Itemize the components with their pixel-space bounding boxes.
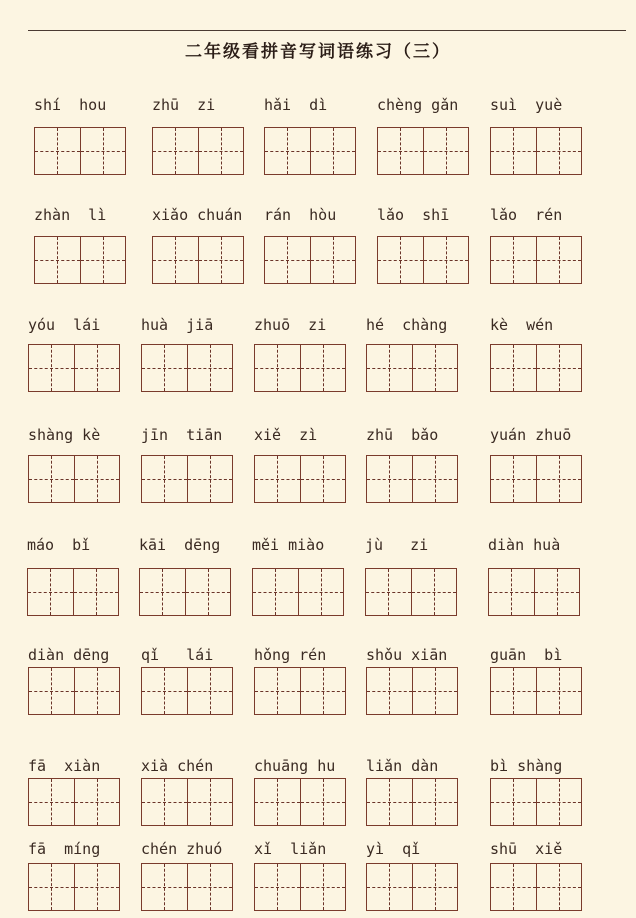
- pinyin-label: yóu lái: [28, 316, 101, 334]
- tianzige-cell: [142, 345, 188, 391]
- writing-grid: [490, 344, 582, 392]
- word-item: [490, 838, 582, 860]
- pinyin-label: hǎi dì: [264, 96, 328, 114]
- writing-grid: [141, 863, 233, 911]
- tianzige-cell: [367, 864, 413, 910]
- writing-grid: [490, 863, 582, 911]
- tianzige-cell: [367, 456, 413, 502]
- pinyin-label: suì yuè: [490, 96, 563, 114]
- tianzige-cell: [537, 668, 582, 714]
- writing-grid: [264, 127, 356, 175]
- tianzige-cell: [75, 779, 120, 825]
- pinyin-label: zhàn lì: [34, 206, 107, 224]
- pinyin-label: shàng kè: [28, 426, 101, 444]
- writing-grid: [490, 667, 582, 715]
- word-item: [254, 644, 346, 666]
- tianzige-cell: [311, 237, 356, 283]
- tianzige-cell: [413, 779, 458, 825]
- word-item: [254, 755, 346, 777]
- tianzige-cell: [140, 569, 186, 615]
- writing-grid: [28, 455, 120, 503]
- tianzige-cell: [413, 456, 458, 502]
- tianzige-cell: [367, 345, 413, 391]
- tianzige-cell: [491, 128, 537, 174]
- word-item: [264, 94, 356, 116]
- tianzige-cell: [75, 864, 120, 910]
- writing-grid: [366, 778, 458, 826]
- pinyin-label: qǐ lái: [141, 646, 214, 664]
- tianzige-cell: [301, 456, 346, 502]
- pinyin-label: hé chàng: [366, 316, 448, 334]
- word-item: [141, 424, 233, 446]
- tianzige-cell: [537, 345, 582, 391]
- tianzige-cell: [255, 456, 301, 502]
- tianzige-cell: [413, 345, 458, 391]
- tianzige-cell: [255, 668, 301, 714]
- tianzige-cell: [378, 128, 424, 174]
- tianzige-cell: [188, 668, 233, 714]
- tianzige-cell: [491, 456, 537, 502]
- word-item: [141, 838, 233, 860]
- tianzige-cell: [367, 668, 413, 714]
- writing-grid: [490, 455, 582, 503]
- pinyin-label: shí hou: [34, 96, 107, 114]
- tianzige-cell: [253, 569, 299, 615]
- tianzige-cell: [153, 128, 199, 174]
- tianzige-cell: [29, 668, 75, 714]
- word-item: [141, 755, 233, 777]
- pinyin-label: měi miào: [252, 536, 325, 554]
- word-item: [490, 755, 582, 777]
- tianzige-cell: [424, 237, 469, 283]
- tianzige-cell: [491, 668, 537, 714]
- tianzige-cell: [29, 779, 75, 825]
- tianzige-cell: [491, 345, 537, 391]
- tianzige-cell: [491, 779, 537, 825]
- tianzige-cell: [81, 237, 126, 283]
- pinyin-label: guān bì: [490, 646, 563, 664]
- pinyin-label: xǐ liǎn: [254, 840, 327, 858]
- pinyin-label: zhū bǎo: [366, 426, 439, 444]
- writing-grid: [490, 236, 582, 284]
- writing-grid: [28, 778, 120, 826]
- writing-grid: [34, 236, 126, 284]
- pinyin-label: shǒu xiān: [366, 646, 448, 664]
- pinyin-label: lǎo shī: [377, 206, 450, 224]
- pinyin-label: kāi dēng: [139, 536, 221, 554]
- word-item: [366, 838, 458, 860]
- tianzige-cell: [142, 864, 188, 910]
- tianzige-cell: [265, 128, 311, 174]
- tianzige-cell: [188, 779, 233, 825]
- tianzige-cell: [75, 345, 120, 391]
- tianzige-cell: [255, 779, 301, 825]
- writing-grid: [366, 667, 458, 715]
- writing-grid: [366, 863, 458, 911]
- writing-grid: [141, 667, 233, 715]
- pinyin-label: chuāng hu: [254, 757, 336, 775]
- word-item: [365, 534, 457, 556]
- word-item: [34, 204, 126, 226]
- pinyin-label: lǎo rén: [490, 206, 563, 224]
- pinyin-label: chèng gǎn: [377, 96, 459, 114]
- tianzige-cell: [489, 569, 535, 615]
- writing-grid: [141, 778, 233, 826]
- writing-grid: [254, 667, 346, 715]
- word-item: [141, 644, 233, 666]
- word-item: [490, 94, 582, 116]
- word-item: [139, 534, 231, 556]
- pinyin-label: chén zhuó: [141, 840, 223, 858]
- pinyin-label: máo bǐ: [27, 536, 91, 554]
- tianzige-cell: [29, 456, 75, 502]
- pinyin-label: huà jiā: [141, 316, 214, 334]
- writing-grid: [490, 127, 582, 175]
- tianzige-cell: [301, 345, 346, 391]
- word-item: [254, 424, 346, 446]
- word-item: [377, 94, 469, 116]
- writing-grid: [34, 127, 126, 175]
- tianzige-cell: [81, 128, 126, 174]
- word-item: [264, 204, 356, 226]
- tianzige-cell: [378, 237, 424, 283]
- tianzige-cell: [311, 128, 356, 174]
- tianzige-cell: [142, 456, 188, 502]
- word-item: [366, 314, 458, 336]
- pinyin-label: xià chén: [141, 757, 214, 775]
- tianzige-cell: [188, 456, 233, 502]
- writing-grid: [254, 455, 346, 503]
- tianzige-cell: [188, 345, 233, 391]
- writing-grid: [152, 236, 244, 284]
- word-item: [152, 204, 244, 226]
- writing-grid: [254, 344, 346, 392]
- tianzige-cell: [301, 668, 346, 714]
- writing-grid: [366, 455, 458, 503]
- word-item: [490, 424, 582, 446]
- pinyin-label: rán hòu: [264, 206, 337, 224]
- word-item: [490, 644, 582, 666]
- writing-grid: [141, 344, 233, 392]
- tianzige-cell: [301, 779, 346, 825]
- tianzige-cell: [186, 569, 231, 615]
- writing-grid: [377, 127, 469, 175]
- tianzige-cell: [142, 668, 188, 714]
- tianzige-cell: [413, 668, 458, 714]
- writing-grid: [365, 568, 457, 616]
- tianzige-cell: [74, 569, 119, 615]
- pinyin-label: yuán zhuō: [490, 426, 572, 444]
- pinyin-label: xiǎo chuán: [152, 206, 243, 224]
- word-item: [366, 755, 458, 777]
- pinyin-label: yì qǐ: [366, 840, 421, 858]
- writing-grid: [28, 863, 120, 911]
- pinyin-label: kè wén: [490, 316, 554, 334]
- tianzige-cell: [412, 569, 457, 615]
- pinyin-label: jīn tiān: [141, 426, 223, 444]
- pinyin-label: bì shàng: [490, 757, 563, 775]
- word-item: [141, 314, 233, 336]
- word-item: [490, 314, 582, 336]
- pinyin-label: liǎn dàn: [366, 757, 439, 775]
- tianzige-cell: [188, 864, 233, 910]
- tianzige-cell: [75, 668, 120, 714]
- word-item: [28, 838, 120, 860]
- tianzige-cell: [75, 456, 120, 502]
- writing-grid: [490, 778, 582, 826]
- pinyin-label: xiě zì: [254, 426, 318, 444]
- word-item: [254, 314, 346, 336]
- tianzige-cell: [153, 237, 199, 283]
- page-title: 二年级看拼音写词语练习（三）: [185, 42, 451, 62]
- word-item: [377, 204, 469, 226]
- word-item: [28, 424, 120, 446]
- writing-grid: [139, 568, 231, 616]
- writing-grid: [252, 568, 344, 616]
- tianzige-cell: [535, 569, 580, 615]
- tianzige-cell: [29, 345, 75, 391]
- word-item: [254, 838, 346, 860]
- tianzige-cell: [199, 237, 244, 283]
- pinyin-label: diàn dēng: [28, 646, 110, 664]
- writing-grid: [152, 127, 244, 175]
- word-item: [252, 534, 344, 556]
- pinyin-label: diàn huà: [488, 536, 561, 554]
- tianzige-cell: [367, 779, 413, 825]
- word-item: [366, 424, 458, 446]
- pinyin-label: jù zi: [365, 536, 429, 554]
- tianzige-cell: [29, 864, 75, 910]
- pinyin-label: fā xiàn: [28, 757, 101, 775]
- word-item: [28, 644, 120, 666]
- writing-grid: [366, 344, 458, 392]
- writing-grid: [27, 568, 119, 616]
- word-item: [488, 534, 580, 556]
- pinyin-label: hǒng rén: [254, 646, 327, 664]
- tianzige-cell: [28, 569, 74, 615]
- pinyin-label: zhū zi: [152, 96, 216, 114]
- tianzige-cell: [35, 237, 81, 283]
- tianzige-cell: [199, 128, 244, 174]
- word-item: [28, 314, 120, 336]
- pinyin-label: shū xiě: [490, 840, 563, 858]
- writing-grid: [488, 568, 580, 616]
- tianzige-cell: [491, 237, 537, 283]
- tianzige-cell: [366, 569, 412, 615]
- word-item: [152, 94, 244, 116]
- tianzige-cell: [537, 237, 582, 283]
- tianzige-cell: [537, 128, 582, 174]
- writing-grid: [264, 236, 356, 284]
- tianzige-cell: [35, 128, 81, 174]
- tianzige-cell: [413, 864, 458, 910]
- tianzige-cell: [255, 345, 301, 391]
- tianzige-cell: [491, 864, 537, 910]
- tianzige-cell: [299, 569, 344, 615]
- writing-grid: [377, 236, 469, 284]
- pinyin-label: zhuō zi: [254, 316, 327, 334]
- tianzige-cell: [537, 779, 582, 825]
- tianzige-cell: [537, 864, 582, 910]
- word-item: [28, 755, 120, 777]
- tianzige-cell: [301, 864, 346, 910]
- writing-grid: [28, 667, 120, 715]
- word-item: [34, 94, 126, 116]
- writing-grid: [254, 863, 346, 911]
- tianzige-cell: [265, 237, 311, 283]
- word-item: [490, 204, 582, 226]
- writing-grid: [141, 455, 233, 503]
- tianzige-cell: [424, 128, 469, 174]
- tianzige-cell: [537, 456, 582, 502]
- word-item: [366, 644, 458, 666]
- pinyin-label: fā míng: [28, 840, 101, 858]
- writing-grid: [28, 344, 120, 392]
- tianzige-cell: [142, 779, 188, 825]
- writing-grid: [254, 778, 346, 826]
- top-rule: [28, 30, 626, 31]
- word-item: [27, 534, 119, 556]
- tianzige-cell: [255, 864, 301, 910]
